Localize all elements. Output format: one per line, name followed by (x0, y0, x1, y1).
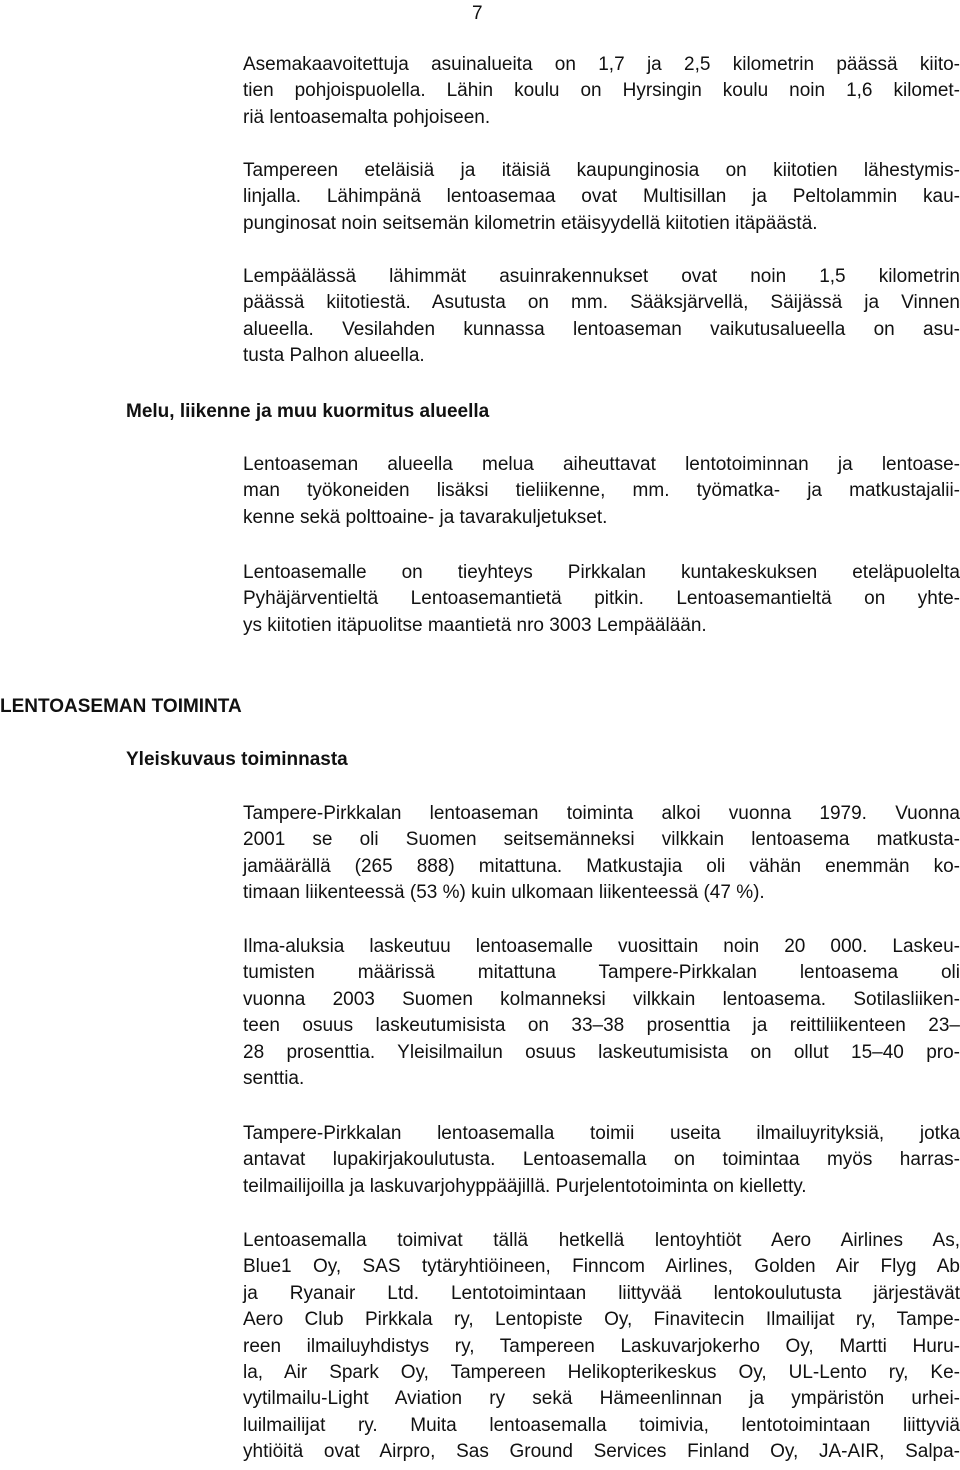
text-line: Tampereen eteläisiä ja itäisiä kaupunginosia on kiitotien lähestymis- (243, 160, 960, 181)
text-line: la, Air Spark Oy, Tampereen Helikopterikeskus Oy, UL-Lento ry, Ke- (243, 1362, 960, 1383)
text-line: antavat lupakirjakoulutusta. Lentoasemalla on toimintaa myös harras- (243, 1149, 960, 1171)
section-heading-yleiskuvaus: Yleiskuvaus toiminnasta (126, 749, 348, 770)
text-line: riä lentoasemalta pohjoiseen. (243, 106, 491, 128)
text-line: kenne sekä polttoaine- ja tavarakuljetukset. (243, 506, 608, 528)
text-line: Asemakaavoitettuja asuinalueita on 1,7 ja 2,5 kilometrin päässä kiito- (243, 54, 960, 75)
text-line: Ilma-aluksia laskeutuu lentoasemalle vuosittain noin 20 000. Laskeu- (243, 936, 960, 957)
text-line: Lentoasemalle on tieyhteys Pirkkalan kuntakeskuksen eteläpuolelta (243, 562, 960, 583)
text-line: luilmailijat ry. Muita lentoasemalla toimivia, lentotoimintaan liittyviä (243, 1414, 960, 1436)
text-line: vytilmailu-Light Aviation ry sekä Hämeenlinnan ja ympäristön urhei- (243, 1388, 960, 1410)
text-line: Lentoasemalla toimivat tällä hetkellä lentoyhtiöt Aero Airlines As, (243, 1230, 960, 1251)
text-line: Tampere-Pirkkalan lentoasemalla toimii useita ilmailuyrityksiä, jotka (243, 1123, 960, 1144)
text-line: tumisten määrissä mitattuna Tampere-Pirkkalan lentoasema oli (243, 962, 960, 984)
page-number: 7 (472, 3, 483, 24)
text-line: Pyhäjärventieltä Lentoasemantietä pitkin. Lentoasemantieltä on yhte- (243, 588, 960, 610)
text-line: alueella. Vesilahden kunnassa lentoaseman vaikutusalueella on asu- (243, 318, 960, 340)
text-line: linjalla. Lähimpänä lentoasemaa ovat Multisillan ja Peltolammin kau- (243, 186, 960, 208)
text-line: reen ilmailuyhdistys ry, Tampereen Laskuvarjokerho Oy, Martti Huru- (243, 1335, 960, 1357)
text-line: teilmailijoilla ja laskuvarjohyppääjillä. Purjelentotoiminta on kielletty. (243, 1175, 807, 1197)
text-line: senttia. (243, 1068, 305, 1089)
text-line: ys kiitotien itäpuolitse maantietä nro 3003 Lempäälään. (243, 614, 707, 636)
text-line: Aero Club Pirkkala ry, Lentopiste Oy, Finavitecin Ilmailijat ry, Tampe- (243, 1309, 960, 1331)
text-line: Lentoaseman alueella melua aiheuttavat lentotoiminnan ja lentoase- (243, 454, 960, 475)
text-line: ja Ryanair Ltd. Lentotoimintaan liittyvää lentokoulutusta järjestävät (243, 1282, 960, 1304)
text-line: punginosat noin seitsemän kilometrin etäisyydellä kiitotien itäpäästä. (243, 212, 818, 234)
text-line: Lempäälässä lähimmät asuinrakennukset ovat noin 1,5 kilometrin (243, 266, 960, 287)
chapter-heading-lentoaseman-toiminta: LENTOASEMAN TOIMINTA (0, 696, 242, 717)
text-line: Tampere-Pirkkalan lentoaseman toiminta alkoi vuonna 1979. Vuonna (243, 803, 960, 824)
text-line: man työkoneiden lisäksi tieliikenne, mm. työmatka- ja matkustajalii- (243, 480, 960, 502)
section-heading-melu: Melu, liikenne ja muu kuormitus alueella (126, 401, 490, 422)
text-line: 28 prosenttia. Yleisilmailun osuus laskeutumisista on ollut 15–40 pro- (243, 1041, 960, 1063)
text-line: Blue1 Oy, SAS tytäryhtiöineen, Finncom Airlines, Golden Air Flyg Ab (243, 1256, 960, 1278)
text-line: yhtiöitä ovat Airpro, Sas Ground Services Finland Oy, JA-AIR, Salpa- (243, 1441, 960, 1463)
text-line: timaan liikenteessä (53 %) kuin ulkomaan liikenteessä (47 %). (243, 882, 765, 904)
text-line: teen osuus laskeutumisista on 33–38 prosenttia ja reittiliikenteen 23– (243, 1015, 960, 1037)
text-line: vuonna 2003 Suomen kolmanneksi vilkkain lentoasema. Sotilasliiken- (243, 988, 960, 1010)
text-line: jamäärällä (265 888) mitattuna. Matkustajia oli vähän enemmän ko- (243, 855, 960, 877)
text-line: tien pohjoispuolella. Lähin koulu on Hyrsingin koulu noin 1,6 kilomet- (243, 80, 960, 102)
text-line: päässä kiitotiestä. Asutusta on mm. Sääksjärvellä, Säijässä ja Vinnen (243, 292, 960, 314)
text-line: 2001 se oli Suomen seitsemänneksi vilkkain lentoasema matkusta- (243, 829, 960, 851)
text-line: tusta Palhon alueella. (243, 345, 425, 367)
